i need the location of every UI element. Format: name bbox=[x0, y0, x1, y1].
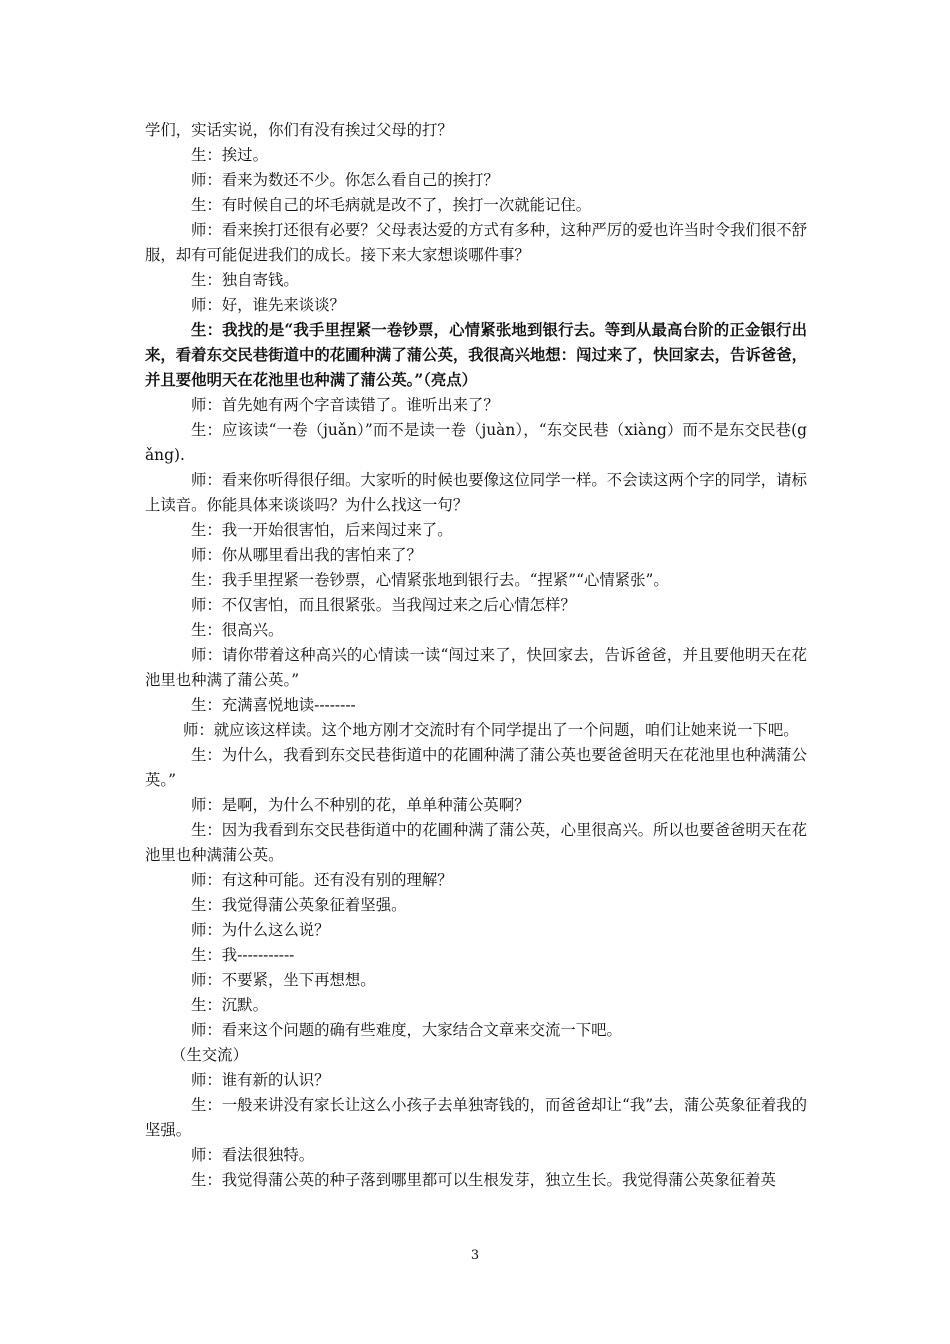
highlight-paragraph: 生：我找的是“我手里捏紧一卷钞票，心情紧张地到银行去。等到从最高台阶的正金银行出来，看着东交民巷街道中的花圃种满了蒲公英，我很高兴地想：闯过来了，快回家去，告诉爸爸，并且要他明天在花池里也种满了蒲公英。”（亮点） bbox=[145, 321, 807, 389]
paragraph: 生：为什么，我看到东交民巷街道中的花圃种满了蒲公英也要爸爸明天在花池里也种满蒲公英。” bbox=[145, 746, 807, 789]
paragraph: 师：不要紧，坐下再想想。 bbox=[191, 971, 376, 989]
paragraph: 师：是啊，为什么不种别的花，单单种蒲公英啊？ bbox=[191, 796, 530, 814]
paragraph: 生：独自寄钱。 bbox=[191, 271, 299, 289]
paragraph: 生：因为我看到东交民巷街道中的花圃种满了蒲公英，心里很高兴。所以也要爸爸明天在花池里也种满蒲公英。 bbox=[145, 821, 807, 864]
paragraph: 生：我觉得蒲公英的种子落到哪里都可以生根发芽，独立生长。我觉得蒲公英象征着英 bbox=[191, 1171, 776, 1189]
paragraph: 师：不仅害怕，而且很紧张。当我闯过来之后心情怎样？ bbox=[191, 596, 576, 614]
paragraph: 生：有时候自己的坏毛病就是改不了，挨打一次就能记住。 bbox=[191, 196, 592, 214]
paragraph: 师：看来这个问题的确有些难度，大家结合文章来交流一下吧。 bbox=[191, 1021, 622, 1039]
document-body bbox=[145, 118, 807, 1193]
paragraph: 师：为什么这么说？ bbox=[191, 921, 330, 939]
paragraph: 师：看法很独特。 bbox=[191, 1146, 315, 1164]
paragraph: 生：应该读“一卷（juǎn）”而不是读一卷（juàn），“东交民巷（xiàng）而不是东交民巷(gǎng). bbox=[145, 421, 807, 464]
paragraph: 师：看来你听得很仔细。大家听的时候也要像这位同学一样。不会读这两个字的同学，请标上读音。你能具体来谈谈吗？为什么找这一句？ bbox=[145, 471, 807, 514]
paragraph: 生：沉默。 bbox=[191, 996, 268, 1014]
paragraph: （生交流） bbox=[171, 1046, 248, 1064]
paragraph: 师：谁有新的认识？ bbox=[191, 1071, 330, 1089]
paragraph: 生：我一开始很害怕，后来闯过来了。 bbox=[191, 521, 453, 539]
paragraph: 生：我觉得蒲公英象征着坚强。 bbox=[191, 896, 407, 914]
paragraph: 师：你从哪里看出我的害怕来了？ bbox=[191, 546, 422, 564]
paragraph: 生：充满喜悦地读-------- bbox=[191, 696, 356, 714]
paragraph: 生：挨过。 bbox=[191, 146, 268, 164]
paragraph: 师：看来为数还不少。你怎么看自己的挨打？ bbox=[191, 171, 499, 189]
paragraph: 师：就应该这样读。这个地方刚才交流时有个同学提出了一个问题，咱们让她来说一下吧。 bbox=[183, 721, 799, 739]
page-number: 3 bbox=[470, 1248, 480, 1263]
paragraph: 师：好，谁先来谈谈？ bbox=[191, 296, 345, 314]
paragraph: 师：有这种可能。还有没有别的理解？ bbox=[191, 871, 453, 889]
paragraph: 师：首先她有两个字音读错了。谁听出来了？ bbox=[191, 396, 499, 414]
paragraph: 生：我----------- bbox=[191, 946, 295, 964]
paragraph: 生：一般来讲没有家长让这么小孩子去单独寄钱的，而爸爸却让“我”去，蒲公英象征着我的坚强。 bbox=[145, 1096, 807, 1139]
paragraph: 生：很高兴。 bbox=[191, 621, 284, 639]
paragraph: 师：请你带着这种高兴的心情读一读“闯过来了，快回家去，告诉爸爸，并且要他明天在花池里也种满了蒲公英。” bbox=[145, 646, 807, 689]
paragraph: 生：我手里捏紧一卷钞票，心情紧张地到银行去。“捏紧”“心情紧张”。 bbox=[191, 571, 669, 589]
paragraph: 师：看来挨打还很有必要？父母表达爱的方式有多种，这种严厉的爱也许当时令我们很不舒服，却有可能促进我们的成长。接下来大家想谈哪件事？ bbox=[145, 221, 807, 264]
paragraph: 学们，实话实说，你们有没有挨过父母的打？ bbox=[145, 121, 453, 139]
